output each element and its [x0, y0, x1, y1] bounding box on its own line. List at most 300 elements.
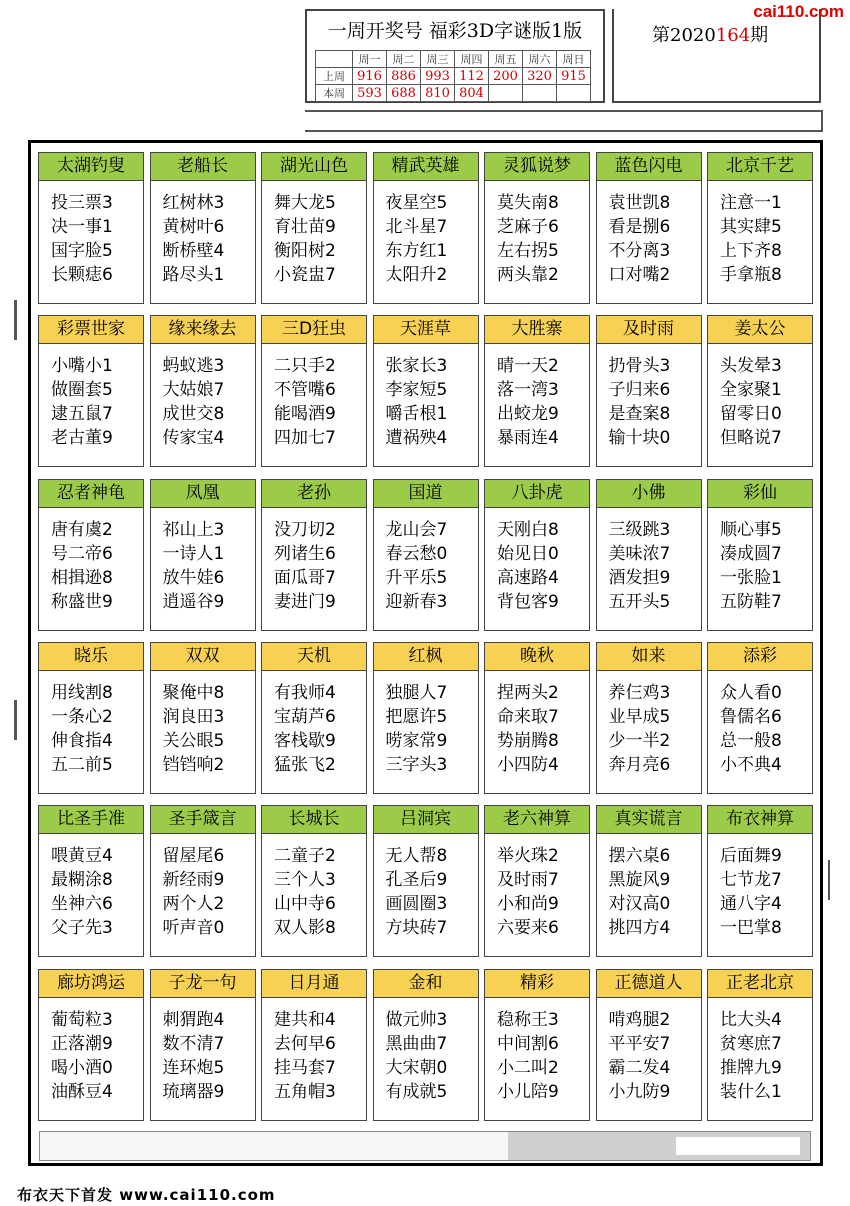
riddle-phrase: 比大头4	[720, 1009, 782, 1030]
card-phrases	[151, 998, 255, 1104]
riddle-card	[373, 479, 479, 631]
riddle-phrase: 三级跳3	[608, 519, 671, 540]
riddle-phrase: 新经雨9	[162, 870, 225, 891]
riddle-phrase: 扔骨头3	[608, 356, 671, 377]
draw-number: 804	[455, 85, 489, 102]
riddle-phrase: 老古董9	[51, 428, 113, 449]
riddle-phrase: 坐神六6	[51, 894, 113, 915]
day-label: 周一	[353, 51, 387, 68]
card-phrases	[485, 181, 589, 287]
riddle-phrase: 琉璃器9	[162, 1081, 225, 1102]
riddle-phrase: 父子先3	[51, 918, 113, 939]
riddle-phrase: 鲁儒名6	[720, 706, 782, 727]
issue-box	[612, 9, 821, 103]
riddle-phrase: 蚂蚁逃3	[162, 356, 225, 377]
riddle-phrase: 七节龙7	[720, 870, 782, 891]
riddle-phrase: 上下齐8	[720, 241, 782, 261]
riddle-phrase: 小嘴小1	[51, 356, 113, 377]
riddle-phrase: 挂马套7	[274, 1057, 336, 1078]
riddle-phrase: 妻进门9	[274, 591, 336, 612]
riddle-phrase: 全家聚1	[720, 380, 782, 401]
riddle-card	[38, 315, 144, 467]
day-label: 周六	[523, 51, 557, 68]
draw-results-box	[305, 9, 605, 103]
card-phrases	[485, 834, 589, 940]
riddle-phrase: 看是捌6	[608, 217, 671, 237]
riddle-phrase: 少一半2	[608, 730, 671, 751]
riddle-phrase: 对汉高0	[608, 894, 671, 915]
card-title: 金和	[374, 970, 478, 998]
riddle-phrase: 举火珠2	[497, 846, 559, 867]
card-phrases	[708, 508, 812, 614]
riddle-card	[707, 642, 813, 794]
riddle-phrase: 但略说7	[720, 428, 782, 449]
card-title: 真实谎言	[597, 806, 701, 834]
riddle-phrase: 摆六桌6	[608, 846, 671, 867]
card-title: 红枫	[374, 643, 478, 671]
last-week-label: 上周	[316, 68, 353, 85]
riddle-phrase: 输十块0	[608, 428, 671, 449]
riddle-card	[373, 315, 479, 467]
card-title: 太湖钓叟	[39, 153, 143, 181]
riddle-phrase: 张家长3	[385, 356, 448, 377]
riddle-phrase: 猛张飞2	[274, 754, 336, 775]
riddle-phrase: 五开头5	[608, 591, 671, 612]
riddle-phrase: 唐有虞2	[51, 519, 113, 540]
draw-number: 810	[421, 85, 455, 102]
riddle-card	[373, 969, 479, 1121]
riddle-phrase: 唠家常9	[385, 730, 448, 751]
riddle-phrase: 建共和4	[274, 1009, 336, 1030]
riddle-phrase: 后面舞9	[720, 846, 782, 867]
card-phrases	[708, 998, 812, 1104]
riddle-card	[261, 315, 367, 467]
riddle-phrase: 传家宝4	[162, 428, 225, 449]
divider-line	[305, 110, 823, 112]
riddle-card	[596, 315, 702, 467]
riddle-phrase: 大宋朝0	[385, 1057, 448, 1078]
riddle-phrase: 一张脸1	[720, 567, 782, 588]
riddle-phrase: 迎新春3	[385, 591, 448, 612]
bottom-bar	[39, 1131, 811, 1161]
riddle-phrase: 相揖逊8	[51, 567, 113, 588]
card-title: 吕洞宾	[374, 806, 478, 834]
riddle-phrase: 太阳升2	[385, 265, 448, 285]
card-title: 比圣手准	[39, 806, 143, 834]
riddle-grid	[28, 140, 823, 1166]
riddle-phrase: 独腿人7	[385, 682, 448, 703]
card-phrases	[708, 834, 812, 940]
card-phrases	[262, 181, 366, 287]
riddle-card	[484, 969, 590, 1121]
riddle-card	[373, 642, 479, 794]
edge-mark	[14, 300, 17, 340]
riddle-phrase: 黑曲曲7	[385, 1033, 448, 1054]
riddle-card	[38, 642, 144, 794]
divider-line	[305, 130, 823, 132]
riddle-phrase: 衡阳树2	[274, 241, 336, 261]
riddle-phrase: 连环炮5	[162, 1057, 225, 1078]
riddle-phrase: 两个人2	[162, 894, 225, 915]
riddle-card	[707, 152, 813, 304]
issue-prefix: 第2020	[652, 25, 716, 46]
last-week-row	[316, 68, 591, 85]
card-phrases	[485, 671, 589, 777]
riddle-phrase: 没刀切2	[274, 519, 336, 540]
riddle-phrase: 数不清7	[162, 1033, 225, 1054]
card-title: 缘来缘去	[151, 316, 255, 344]
riddle-card	[261, 152, 367, 304]
card-title: 日月通	[262, 970, 366, 998]
riddle-phrase: 大姑娘7	[162, 380, 225, 401]
riddle-phrase: 晴一天2	[497, 356, 559, 377]
riddle-phrase: 五二前5	[51, 754, 113, 775]
riddle-phrase: 顺心事5	[720, 519, 782, 540]
riddle-card	[484, 152, 590, 304]
riddle-phrase: 二童子2	[274, 846, 336, 867]
riddle-phrase: 三个人3	[274, 870, 336, 891]
card-phrases	[485, 998, 589, 1104]
riddle-phrase: 小四防4	[497, 754, 559, 775]
riddle-card	[596, 642, 702, 794]
riddle-phrase: 润良田3	[162, 706, 225, 727]
riddle-phrase: 孔圣后9	[385, 870, 448, 891]
draw-number: 993	[421, 68, 455, 85]
card-title: 精彩	[485, 970, 589, 998]
riddle-phrase: 长颗痣6	[51, 265, 113, 285]
riddle-phrase: 喂黄豆4	[51, 846, 113, 867]
card-phrases	[39, 181, 143, 287]
draw-number: 688	[387, 85, 421, 102]
card-phrases	[151, 344, 255, 450]
riddle-phrase: 最糊涂8	[51, 870, 113, 891]
riddle-phrase: 一诗人1	[162, 543, 225, 564]
riddle-phrase: 留零日0	[720, 404, 782, 425]
riddle-phrase: 凑成圆7	[720, 543, 782, 564]
riddle-card	[596, 479, 702, 631]
riddle-card	[38, 479, 144, 631]
card-title: 老船长	[151, 153, 255, 181]
riddle-phrase: 聚俺中8	[162, 682, 225, 703]
riddle-phrase: 装什么1	[720, 1081, 782, 1102]
card-phrases	[151, 671, 255, 777]
riddle-phrase: 列诸生6	[274, 543, 336, 564]
riddle-phrase: 路尽头1	[162, 265, 225, 285]
riddle-phrase: 美味浓7	[608, 543, 671, 564]
draw-number: 112	[455, 68, 489, 85]
riddle-phrase: 子归来6	[608, 380, 671, 401]
riddle-phrase: 舞大龙5	[274, 193, 336, 213]
riddle-card	[38, 805, 144, 957]
card-title: 布衣神算	[708, 806, 812, 834]
edge-mark	[828, 860, 830, 900]
riddle-phrase: 一巴掌8	[720, 918, 782, 939]
riddle-phrase: 铛铛响2	[162, 754, 225, 775]
riddle-phrase: 喝小酒0	[51, 1057, 113, 1078]
riddle-phrase: 断桥壁4	[162, 241, 225, 261]
riddle-card	[150, 642, 256, 794]
card-title: 子龙一句	[151, 970, 255, 998]
card-title: 八卦虎	[485, 480, 589, 508]
card-title: 晓乐	[39, 643, 143, 671]
riddle-card	[150, 152, 256, 304]
riddle-phrase: 北斗星7	[385, 217, 448, 237]
card-title: 天机	[262, 643, 366, 671]
riddle-phrase: 五防鞋7	[720, 591, 782, 612]
this-week-label: 本周	[316, 85, 353, 102]
card-phrases	[39, 508, 143, 614]
riddle-card	[261, 805, 367, 957]
riddle-phrase: 投三票3	[51, 193, 113, 213]
issue-suffix: 期	[750, 25, 769, 46]
card-phrases	[262, 998, 366, 1104]
draw-number: 886	[387, 68, 421, 85]
riddle-phrase: 方块砖7	[385, 918, 448, 939]
riddle-phrase: 通八字4	[720, 894, 782, 915]
card-phrases	[151, 834, 255, 940]
draw-number	[523, 85, 557, 102]
riddle-phrase: 正落潮9	[51, 1033, 113, 1054]
riddle-phrase: 中间割6	[497, 1033, 559, 1054]
card-title: 精武英雄	[374, 153, 478, 181]
card-phrases	[597, 344, 701, 450]
riddle-card	[38, 969, 144, 1121]
riddle-phrase: 始见日0	[497, 543, 559, 564]
riddle-phrase: 龙山会7	[385, 519, 448, 540]
riddle-phrase: 及时雨7	[497, 870, 559, 891]
card-title: 圣手箴言	[151, 806, 255, 834]
card-phrases	[39, 834, 143, 940]
day-label: 周日	[557, 51, 591, 68]
riddle-phrase: 总一般8	[720, 730, 782, 751]
card-phrases	[39, 998, 143, 1104]
riddle-phrase: 高速路4	[497, 567, 559, 588]
riddle-phrase: 贫寒庶7	[720, 1033, 782, 1054]
riddle-phrase: 是查案8	[608, 404, 671, 425]
card-phrases	[374, 508, 478, 614]
riddle-card	[707, 315, 813, 467]
riddle-phrase: 无人帮8	[385, 846, 448, 867]
riddle-card	[596, 152, 702, 304]
card-title: 姜太公	[708, 316, 812, 344]
riddle-phrase: 出蛟龙9	[497, 404, 559, 425]
riddle-phrase: 小瓷盅7	[274, 265, 336, 285]
riddle-phrase: 号二帝6	[51, 543, 113, 564]
riddle-phrase: 客栈歇9	[274, 730, 336, 751]
riddle-phrase: 推牌九9	[720, 1057, 782, 1078]
site-logo: cai110.com	[753, 2, 844, 21]
riddle-card	[150, 479, 256, 631]
riddle-phrase: 升平乐5	[385, 567, 448, 588]
bottom-bar-gray	[508, 1132, 810, 1160]
riddle-phrase: 天刚白8	[497, 519, 559, 540]
riddle-phrase: 去何早6	[274, 1033, 336, 1054]
riddle-card	[261, 479, 367, 631]
card-phrases	[151, 181, 255, 287]
day-header-row	[316, 51, 591, 68]
card-title: 廊坊鸿运	[39, 970, 143, 998]
card-title: 彩仙	[708, 480, 812, 508]
riddle-phrase: 决一事1	[51, 217, 113, 237]
card-phrases	[374, 181, 478, 287]
card-phrases	[597, 671, 701, 777]
day-label: 周四	[455, 51, 489, 68]
card-phrases	[262, 344, 366, 450]
riddle-phrase: 双人影8	[274, 918, 336, 939]
card-phrases	[39, 344, 143, 450]
card-title: 如来	[597, 643, 701, 671]
riddle-card	[707, 805, 813, 957]
riddle-phrase: 用线割8	[51, 682, 113, 703]
riddle-phrase: 势崩腾8	[497, 730, 559, 751]
riddle-card	[596, 805, 702, 957]
card-title: 国道	[374, 480, 478, 508]
card-phrases	[708, 344, 812, 450]
card-title: 彩票世家	[39, 316, 143, 344]
riddle-phrase: 小儿陪9	[497, 1081, 559, 1102]
weekly-draw-table	[315, 50, 591, 102]
riddle-phrase: 注意一1	[720, 193, 782, 213]
riddle-card	[596, 969, 702, 1121]
riddle-phrase: 口对嘴2	[608, 265, 671, 285]
riddle-phrase: 能喝酒9	[274, 404, 336, 425]
riddle-phrase: 稳称王3	[497, 1009, 559, 1030]
riddle-phrase: 啃鸡腿2	[608, 1009, 671, 1030]
riddle-phrase: 做元帅3	[385, 1009, 448, 1030]
riddle-phrase: 袁世凯8	[608, 193, 671, 213]
card-title: 老六神算	[485, 806, 589, 834]
riddle-phrase: 有成就5	[385, 1081, 448, 1102]
card-phrases	[262, 834, 366, 940]
riddle-card	[707, 969, 813, 1121]
riddle-phrase: 莫失南8	[497, 193, 559, 213]
riddle-phrase: 三字头3	[385, 754, 448, 775]
riddle-phrase: 留屋尾6	[162, 846, 225, 867]
card-phrases	[485, 344, 589, 450]
riddle-phrase: 一条心2	[51, 706, 113, 727]
riddle-phrase: 做圈套5	[51, 380, 113, 401]
riddle-phrase: 不分离3	[608, 241, 671, 261]
riddle-phrase: 头发晕3	[720, 356, 782, 377]
riddle-card	[150, 969, 256, 1121]
riddle-phrase: 成世交8	[162, 404, 225, 425]
riddle-phrase: 捏两头2	[497, 682, 559, 703]
card-phrases	[262, 508, 366, 614]
draw-number: 915	[557, 68, 591, 85]
card-title: 正德道人	[597, 970, 701, 998]
riddle-phrase: 关公眼5	[162, 730, 225, 751]
card-title: 老孙	[262, 480, 366, 508]
card-title: 正老北京	[708, 970, 812, 998]
riddle-phrase: 李家短5	[385, 380, 448, 401]
card-title: 忍者神龟	[39, 480, 143, 508]
card-phrases	[708, 181, 812, 287]
card-phrases	[597, 181, 701, 287]
riddle-phrase: 有我师4	[274, 682, 336, 703]
draw-number: 593	[353, 85, 387, 102]
riddle-card	[484, 315, 590, 467]
card-title: 长城长	[262, 806, 366, 834]
riddle-phrase: 五角帽3	[274, 1081, 336, 1102]
card-title: 北京千艺	[708, 153, 812, 181]
card-title: 添彩	[708, 643, 812, 671]
riddle-phrase: 平平安7	[608, 1033, 671, 1054]
day-label: 周三	[421, 51, 455, 68]
riddle-phrase: 听声音0	[162, 918, 225, 939]
riddle-phrase: 霸二发4	[608, 1057, 671, 1078]
riddle-phrase: 放牛娃6	[162, 567, 225, 588]
card-title: 三D狂虫	[262, 316, 366, 344]
card-title: 灵狐说梦	[485, 153, 589, 181]
riddle-phrase: 育壮苗9	[274, 217, 336, 237]
this-week-row	[316, 85, 591, 102]
riddle-phrase: 逮五鼠7	[51, 404, 113, 425]
riddle-phrase: 小二叫2	[497, 1057, 559, 1078]
card-title: 蓝色闪电	[597, 153, 701, 181]
riddle-phrase: 祁山上3	[162, 519, 225, 540]
riddle-card	[484, 805, 590, 957]
draw-number	[557, 85, 591, 102]
riddle-card	[261, 642, 367, 794]
riddle-phrase: 嚼舌根1	[385, 404, 448, 425]
card-phrases	[374, 344, 478, 450]
card-title: 凤凰	[151, 480, 255, 508]
riddle-phrase: 宝葫芦6	[274, 706, 336, 727]
riddle-phrase: 小和尚9	[497, 894, 559, 915]
riddle-phrase: 逍遥谷9	[162, 591, 225, 612]
riddle-phrase: 春云愁0	[385, 543, 448, 564]
riddle-phrase: 把愿许5	[385, 706, 448, 727]
riddle-phrase: 四加七7	[274, 428, 336, 449]
riddle-phrase: 小不典4	[720, 754, 782, 775]
issue-number-value: 164	[715, 25, 751, 46]
riddle-phrase: 国字脸5	[51, 241, 113, 261]
issue-number	[652, 21, 768, 47]
bottom-bar-box	[676, 1137, 800, 1155]
card-title: 小佛	[597, 480, 701, 508]
riddle-phrase: 暴雨连4	[497, 428, 559, 449]
riddle-phrase: 不管嘴6	[274, 380, 336, 401]
card-phrases	[151, 508, 255, 614]
riddle-card	[484, 642, 590, 794]
riddle-phrase: 左右拐5	[497, 241, 559, 261]
riddle-phrase: 遭祸殃4	[385, 428, 448, 449]
riddle-phrase: 黑旋风9	[608, 870, 671, 891]
card-title: 晚秋	[485, 643, 589, 671]
riddle-phrase: 众人看0	[720, 682, 782, 703]
card-title: 湖光山色	[262, 153, 366, 181]
riddle-phrase: 其实肆5	[720, 217, 782, 237]
riddle-phrase: 芝麻子6	[497, 217, 559, 237]
riddle-phrase: 画圆圈3	[385, 894, 448, 915]
card-phrases	[374, 998, 478, 1104]
riddle-phrase: 刺猬跑4	[162, 1009, 225, 1030]
riddle-phrase: 养仨鸡3	[608, 682, 671, 703]
riddle-phrase: 业早成5	[608, 706, 671, 727]
riddle-phrase: 面瓜哥7	[274, 567, 336, 588]
card-phrases	[485, 508, 589, 614]
draw-number	[489, 85, 523, 102]
riddle-phrase: 落一湾3	[497, 380, 559, 401]
card-phrases	[597, 834, 701, 940]
riddle-phrase: 葡萄粒3	[51, 1009, 113, 1030]
card-phrases	[39, 671, 143, 777]
header-title: 一周开奖号 福彩3D字谜版1版	[327, 20, 583, 42]
riddle-card	[707, 479, 813, 631]
riddle-phrase: 黄树叶6	[162, 217, 225, 237]
riddle-card	[261, 969, 367, 1121]
riddle-phrase: 手拿瓶8	[720, 265, 782, 285]
